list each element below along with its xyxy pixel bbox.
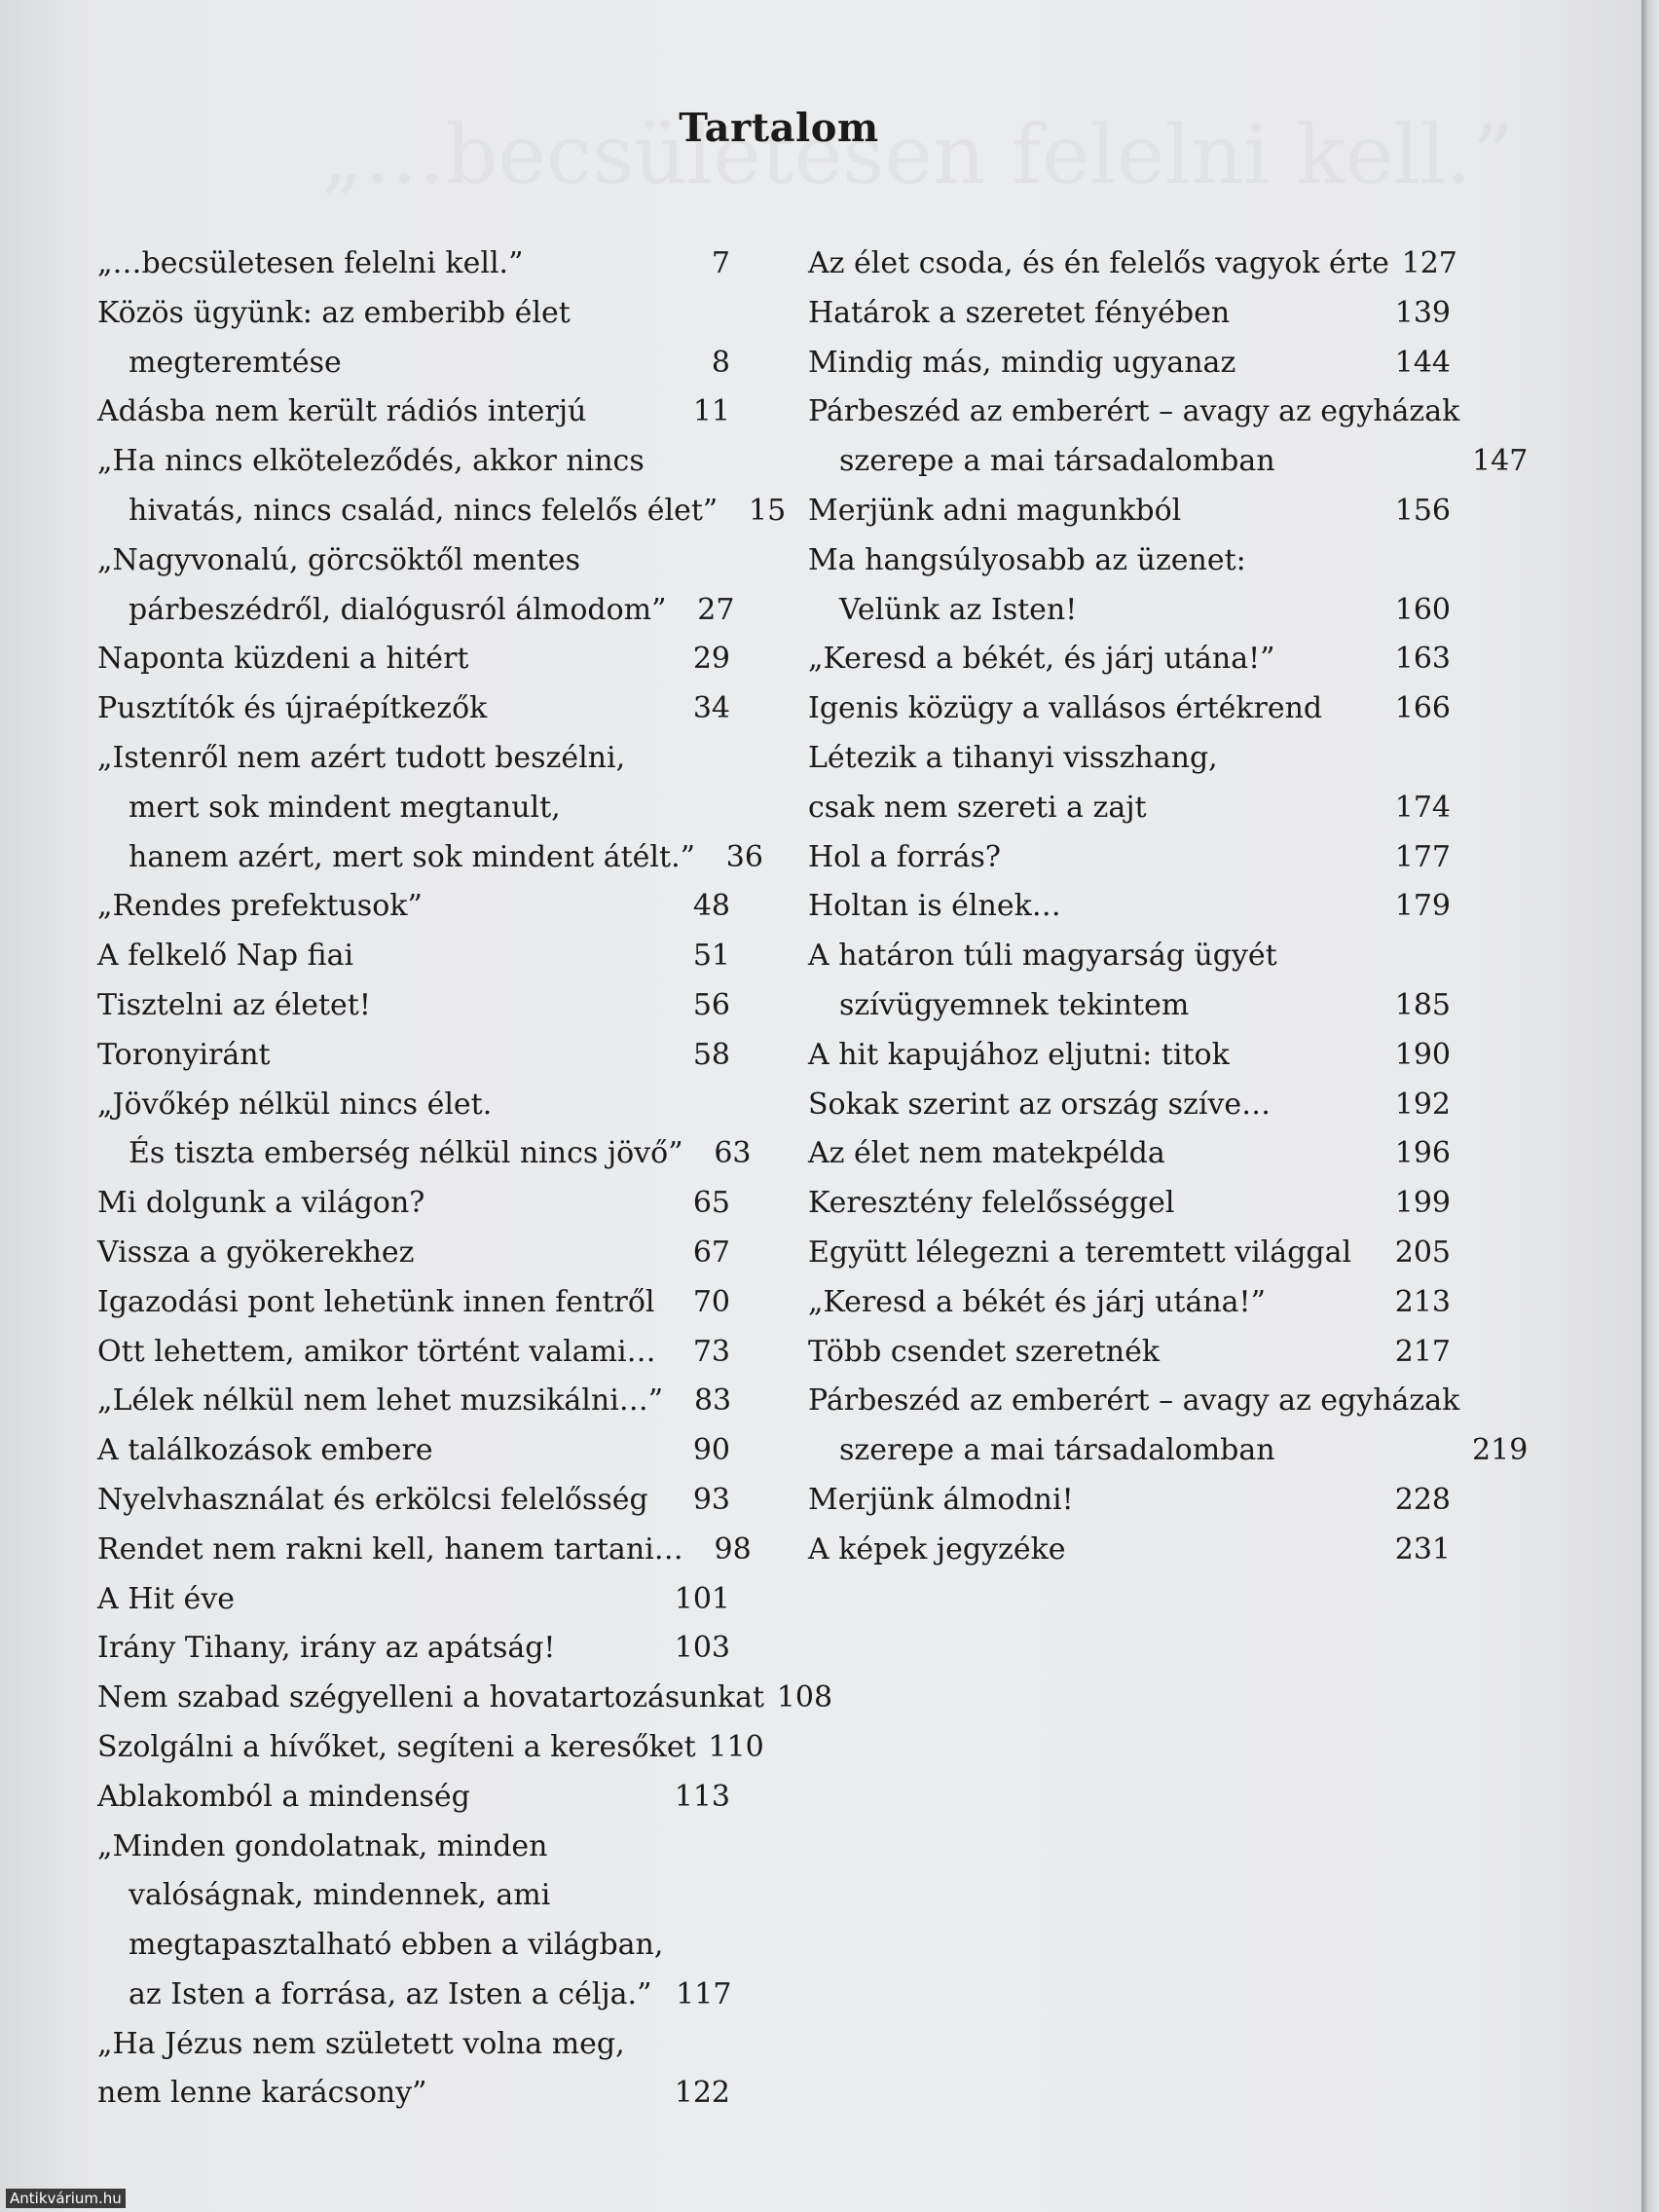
toc-entry-title	[97, 387, 662, 437]
toc-entry	[808, 1526, 1451, 1575]
toc-page-number: 177	[1394, 839, 1451, 874]
toc-entry-title	[808, 833, 1382, 883]
toc-entry-line: „Minden gondolatnak, minden	[97, 1828, 548, 1863]
toc-entry-title	[808, 1476, 1382, 1526]
toc-page-number: 139	[1394, 295, 1451, 330]
toc-page-number: 174	[1394, 790, 1451, 825]
toc-entry-line: A Hit éve	[97, 1581, 236, 1616]
toc-entry-title	[97, 1426, 662, 1476]
toc-entry-line: csak nem szereti a zajt	[808, 790, 1147, 825]
toc-entry-line: „Nagyvonalú, görcsöktől mentes	[97, 542, 581, 577]
toc-entry-line: valóságnak, mindennek, ami	[129, 1878, 551, 1913]
toc-entry-line: Keresztény felelősséggel	[808, 1186, 1175, 1221]
toc-entry-title	[97, 1526, 683, 1575]
toc-entry-line: Merjünk adni magunkból	[808, 493, 1182, 528]
toc-entry-line: szerepe a mai társadalomban	[839, 1433, 1275, 1468]
toc-entry	[808, 1081, 1451, 1130]
toc-entry-line: Hol a forrás?	[808, 839, 1001, 874]
toc-entry-title	[97, 1723, 696, 1773]
toc-entry-title	[808, 684, 1382, 734]
toc-entry-line: Tisztelni az életet!	[97, 987, 371, 1022]
toc-page-number: 63	[714, 1136, 752, 1171]
toc-entry-title	[808, 387, 1459, 487]
toc-entry-title	[97, 1278, 662, 1328]
toc-entry-line: Nem szabad szégyelleni a hovatartozásunkat	[97, 1680, 765, 1715]
toc-entry-line: A találkozások embere	[97, 1433, 433, 1468]
toc-page-number: 163	[1394, 642, 1451, 677]
toc-page-number: 36	[725, 839, 763, 874]
toc-entry-title	[97, 1476, 662, 1526]
toc-entry-line: „Jövőkép nélkül nincs élet.	[97, 1087, 493, 1122]
toc-entry-line: Az élet csoda, és én felelős vagyok érte	[808, 246, 1389, 280]
toc-entry-line: Rendet nem rakni kell, hanem tartani…	[97, 1531, 683, 1567]
toc-entry-title	[808, 289, 1382, 339]
toc-entry-title	[808, 734, 1382, 833]
toc-entry	[97, 882, 730, 932]
toc-entry	[808, 635, 1451, 684]
toc-page-number: 196	[1394, 1136, 1451, 1171]
toc-entry-line: Merjünk álmodni!	[808, 1482, 1074, 1517]
toc-entry-line: Az élet nem matekpélda	[808, 1136, 1165, 1171]
toc-entry	[808, 684, 1451, 734]
toc-entry-line: Határok a szeretet fényében	[808, 295, 1231, 330]
toc-entry	[97, 1031, 730, 1081]
toc-entry-line: „Istenről nem azért tudott beszélni,	[97, 740, 626, 775]
toc-entry-title	[808, 932, 1382, 1031]
toc-page-number: 51	[692, 939, 730, 974]
toc-entry-line: „Ha Jézus nem született volna meg,	[97, 2026, 625, 2061]
toc-entry-line: Több csendet szeretnék	[808, 1334, 1161, 1369]
toc-entry	[808, 1278, 1451, 1328]
toc-entry	[808, 1229, 1451, 1278]
toc-entry-title	[808, 240, 1389, 289]
toc-page-number: 101	[674, 1581, 730, 1616]
toc-page-number: 147	[1472, 444, 1529, 479]
toc-entry	[97, 387, 730, 437]
toc-entry-line: „…becsületesen felelni kell.”	[97, 246, 524, 280]
toc-entry	[97, 1674, 833, 1723]
toc-entry	[97, 2020, 730, 2120]
toc-entry	[97, 1723, 764, 1773]
toc-entry-line: Vissza a gyökerekhez	[97, 1235, 415, 1270]
toc-entry-line: „Keresd a békét, és járj utána!”	[808, 642, 1275, 677]
toc-entry-line: megtapasztalható ebben a világban,	[129, 1928, 664, 1963]
toc-entry-line: Holtan is élnek…	[808, 889, 1061, 924]
toc-entry-title	[97, 1823, 663, 2020]
toc-entry-line: A felkelő Nap fiai	[97, 939, 354, 974]
toc-entry	[808, 1031, 1451, 1081]
toc-entry-title	[97, 1674, 764, 1723]
toc-page-number: 67	[692, 1235, 730, 1270]
toc-entry-title	[97, 1773, 662, 1823]
toc-page-number: 103	[674, 1631, 730, 1666]
toc-entry	[97, 1328, 730, 1378]
toc-entry-line: megteremtése	[129, 345, 342, 380]
toc-entry-title	[97, 1328, 662, 1378]
toc-entry	[97, 932, 730, 981]
toc-entry	[808, 734, 1451, 833]
toc-entry	[97, 635, 730, 684]
toc-page-number: 7	[711, 246, 730, 280]
toc-page-number: 160	[1394, 592, 1451, 627]
toc-entry	[808, 1129, 1451, 1179]
toc-page-number: 217	[1394, 1334, 1451, 1369]
toc-entry	[97, 981, 730, 1031]
toc-page-number: 8	[711, 345, 730, 380]
toc-entry-title	[97, 1624, 662, 1674]
toc-entry-title	[97, 1031, 662, 1081]
toc-entry-title	[97, 240, 662, 289]
toc-entry-title	[97, 882, 662, 932]
toc-entry-title	[97, 981, 662, 1031]
toc-entry-line: Ott lehettem, amikor történt valami…	[97, 1334, 656, 1369]
toc-entry	[808, 932, 1451, 1031]
toc-entry	[808, 487, 1451, 536]
toc-entry	[97, 1773, 730, 1823]
toc-entry	[808, 1476, 1451, 1526]
toc-page-number: 228	[1394, 1482, 1451, 1517]
toc-entry-title	[97, 932, 662, 981]
toc-entry	[97, 1377, 730, 1426]
toc-entry	[97, 1229, 730, 1278]
toc-entry-line: hanem azért, mert sok mindent átélt.”	[129, 839, 695, 874]
toc-page-number: 110	[708, 1729, 764, 1764]
toc-entry	[808, 882, 1451, 932]
toc-entry	[97, 1179, 730, 1229]
toc-entry-line: szerepe a mai társadalomban	[839, 444, 1275, 479]
toc-entry-title	[808, 487, 1382, 536]
toc-entry-title	[808, 635, 1382, 684]
toc-entry	[808, 1328, 1451, 1378]
toc-page-number: 205	[1394, 1235, 1451, 1270]
toc-entry-line: párbeszédről, dialógusról álmodom”	[129, 592, 667, 627]
toc-entry	[97, 734, 763, 882]
toc-entry	[97, 1624, 730, 1674]
toc-entry-title	[97, 2020, 662, 2120]
toc-entry	[808, 339, 1451, 388]
toc-page-number: 65	[692, 1186, 730, 1221]
toc-entry-line: nem lenne karácsony”	[97, 2076, 427, 2111]
toc-entry-title	[808, 1377, 1459, 1476]
toc-page-number: 70	[692, 1284, 730, 1319]
toc-entry-line: Ma hangsúlyosabb az üzenet:	[808, 542, 1246, 577]
toc-entry-title	[808, 1179, 1382, 1229]
toc-page-number: 56	[692, 987, 730, 1022]
toc-entry-line: Nyelvhasználat és erkölcsi felelősség	[97, 1482, 648, 1517]
toc-page-number: 48	[692, 889, 730, 924]
toc-entry-line: „Ha nincs elköteleződés, akkor nincs	[97, 444, 645, 479]
toc-entry-line: szívügyemnek tekintem	[839, 987, 1190, 1022]
toc-entry-line: A határon túli magyarság ügyét	[808, 939, 1277, 974]
toc-entry-line: Létezik a tihanyi visszhang,	[808, 740, 1218, 775]
toc-entry-line: És tiszta emberség nélkül nincs jövő”	[129, 1136, 683, 1171]
toc-entry-line: Toronyiránt	[97, 1037, 271, 1072]
toc-entry	[808, 536, 1451, 636]
toc-entry-line: Velünk az Isten!	[839, 592, 1078, 627]
toc-entry-line: Szolgálni a hívőket, segíteni a keresőket	[97, 1729, 696, 1764]
toc-page-number: 27	[697, 592, 735, 627]
toc-entry	[97, 684, 730, 734]
toc-entry	[808, 1377, 1529, 1476]
toc-entry	[808, 1179, 1451, 1229]
toc-entry-line: Ablakomból a mindenség	[97, 1779, 470, 1814]
toc-entry-line: hivatás, nincs család, nincs felelős élet”	[129, 493, 719, 528]
toc-entry-line: Pusztítók és újraépítkezők	[97, 691, 488, 726]
toc-page-number: 15	[749, 493, 787, 528]
toc-entry-line: A képek jegyzéke	[808, 1531, 1066, 1567]
toc-entry	[808, 240, 1457, 289]
toc-page-number: 144	[1394, 345, 1451, 380]
toc-entry-title	[808, 339, 1382, 388]
toc-entry	[97, 1575, 730, 1625]
toc-entry-line: Mi dolgunk a világon?	[97, 1186, 425, 1221]
toc-entry-line: az Isten a forrása, az Isten a célja.”	[129, 1976, 652, 2011]
toc-entry-title	[97, 289, 662, 388]
toc-entry-line: mert sok mindent megtanult,	[129, 790, 561, 825]
toc-entry	[97, 1081, 752, 1180]
toc-entry-line: „Rendes prefektusok”	[97, 889, 423, 924]
toc-page-number: 190	[1394, 1037, 1451, 1072]
toc-page-number: 58	[692, 1037, 730, 1072]
toc-right-column	[808, 240, 1529, 1575]
toc-entry-line: Igazodási pont lehetünk innen fentről	[97, 1284, 655, 1319]
toc-entry-title	[808, 1129, 1382, 1179]
toc-page-number: 113	[674, 1779, 730, 1814]
toc-entry-line: Mindig más, mindig ugyanaz	[808, 345, 1236, 380]
toc-page-number: 199	[1394, 1186, 1451, 1221]
toc-page-number: 93	[692, 1482, 730, 1517]
toc-entry-title	[808, 882, 1382, 932]
toc-entry-line: A hit kapujához eljutni: titok	[808, 1037, 1230, 1072]
toc-entry-title	[97, 1229, 662, 1278]
toc-entry-title	[97, 1575, 662, 1625]
toc-entry	[808, 387, 1529, 487]
toc-page-number: 90	[692, 1433, 730, 1468]
toc-entry-title	[808, 1081, 1382, 1130]
toc-entry-title	[97, 437, 718, 536]
toc-page-number: 166	[1394, 691, 1451, 726]
toc-entry	[97, 240, 730, 289]
watermark: Antikvárium.hu	[6, 2189, 126, 2208]
toc-page-number: 29	[692, 642, 730, 677]
toc-page-number: 213	[1394, 1284, 1451, 1319]
toc-page-number: 185	[1394, 987, 1451, 1022]
toc-entry-title	[97, 635, 662, 684]
toc-entry-title	[808, 1328, 1382, 1378]
toc-entry-line: „Lélek nélkül nem lehet muzsikálni…”	[97, 1383, 664, 1419]
page-edge	[1641, 0, 1659, 2212]
toc-entry-title	[808, 536, 1382, 636]
toc-entry-title	[97, 734, 695, 882]
toc-page-number: 117	[676, 1976, 732, 2011]
toc-entry	[97, 1476, 730, 1526]
toc-entry-title	[808, 1526, 1382, 1575]
toc-page-number: 231	[1394, 1531, 1451, 1567]
toc-entry	[97, 437, 787, 536]
toc-entry-title	[97, 684, 662, 734]
toc-entry	[97, 1426, 730, 1476]
toc-entry-line: Adásba nem került rádiós interjú	[97, 394, 587, 429]
toc-entry-title	[97, 1377, 663, 1426]
toc-page-number: 179	[1394, 889, 1451, 924]
toc-entry-line: Együtt lélegezni a teremtett világgal	[808, 1235, 1352, 1270]
toc-entry	[97, 536, 735, 636]
toc-entry-line: Sokak szerint az ország szíve…	[808, 1087, 1272, 1122]
toc-entry	[97, 1278, 730, 1328]
toc-page-number: 156	[1394, 493, 1451, 528]
toc-entry-line: „Keresd a békét és járj utána!”	[808, 1284, 1266, 1319]
toc-entry-title	[808, 1278, 1382, 1328]
toc-page-number: 98	[714, 1531, 752, 1567]
toc-entry-title	[97, 1081, 683, 1180]
toc-entry-line: Párbeszéd az emberért – avagy az egyházak	[808, 394, 1460, 429]
toc-entry	[808, 289, 1451, 339]
toc-entry-line: Naponta küzdeni a hitért	[97, 642, 469, 677]
toc-page-number: 11	[692, 394, 730, 429]
toc-entry	[97, 1526, 752, 1575]
toc-entry	[97, 1823, 730, 2020]
toc-entry	[808, 833, 1451, 883]
toc-left-column	[97, 240, 833, 2119]
toc-entry-line: Igenis közügy a vallásos értékrend	[808, 691, 1323, 726]
toc-page-number: 219	[1472, 1433, 1529, 1468]
toc-page-number: 73	[692, 1334, 730, 1369]
toc-page-number: 83	[693, 1383, 732, 1419]
toc-page-number: 122	[674, 2076, 730, 2111]
toc-entry-title	[808, 1031, 1382, 1081]
page-title: Tartalom	[679, 105, 879, 151]
toc-entry-line: Párbeszéd az emberért – avagy az egyházak	[808, 1383, 1460, 1419]
toc-entry-line: Irány Tihany, irány az apátság!	[97, 1631, 556, 1666]
toc-entry-title	[97, 1179, 662, 1229]
toc-entry-line: Közös ügyünk: az emberibb élet	[97, 295, 571, 330]
toc-page-number: 192	[1394, 1087, 1451, 1122]
toc-entry-title	[808, 1229, 1382, 1278]
toc-page-number: 108	[776, 1680, 833, 1715]
toc-entry	[97, 289, 730, 388]
toc-entry-title	[97, 536, 666, 636]
toc-page-number: 127	[1401, 246, 1457, 280]
toc-page-number: 34	[692, 691, 730, 726]
